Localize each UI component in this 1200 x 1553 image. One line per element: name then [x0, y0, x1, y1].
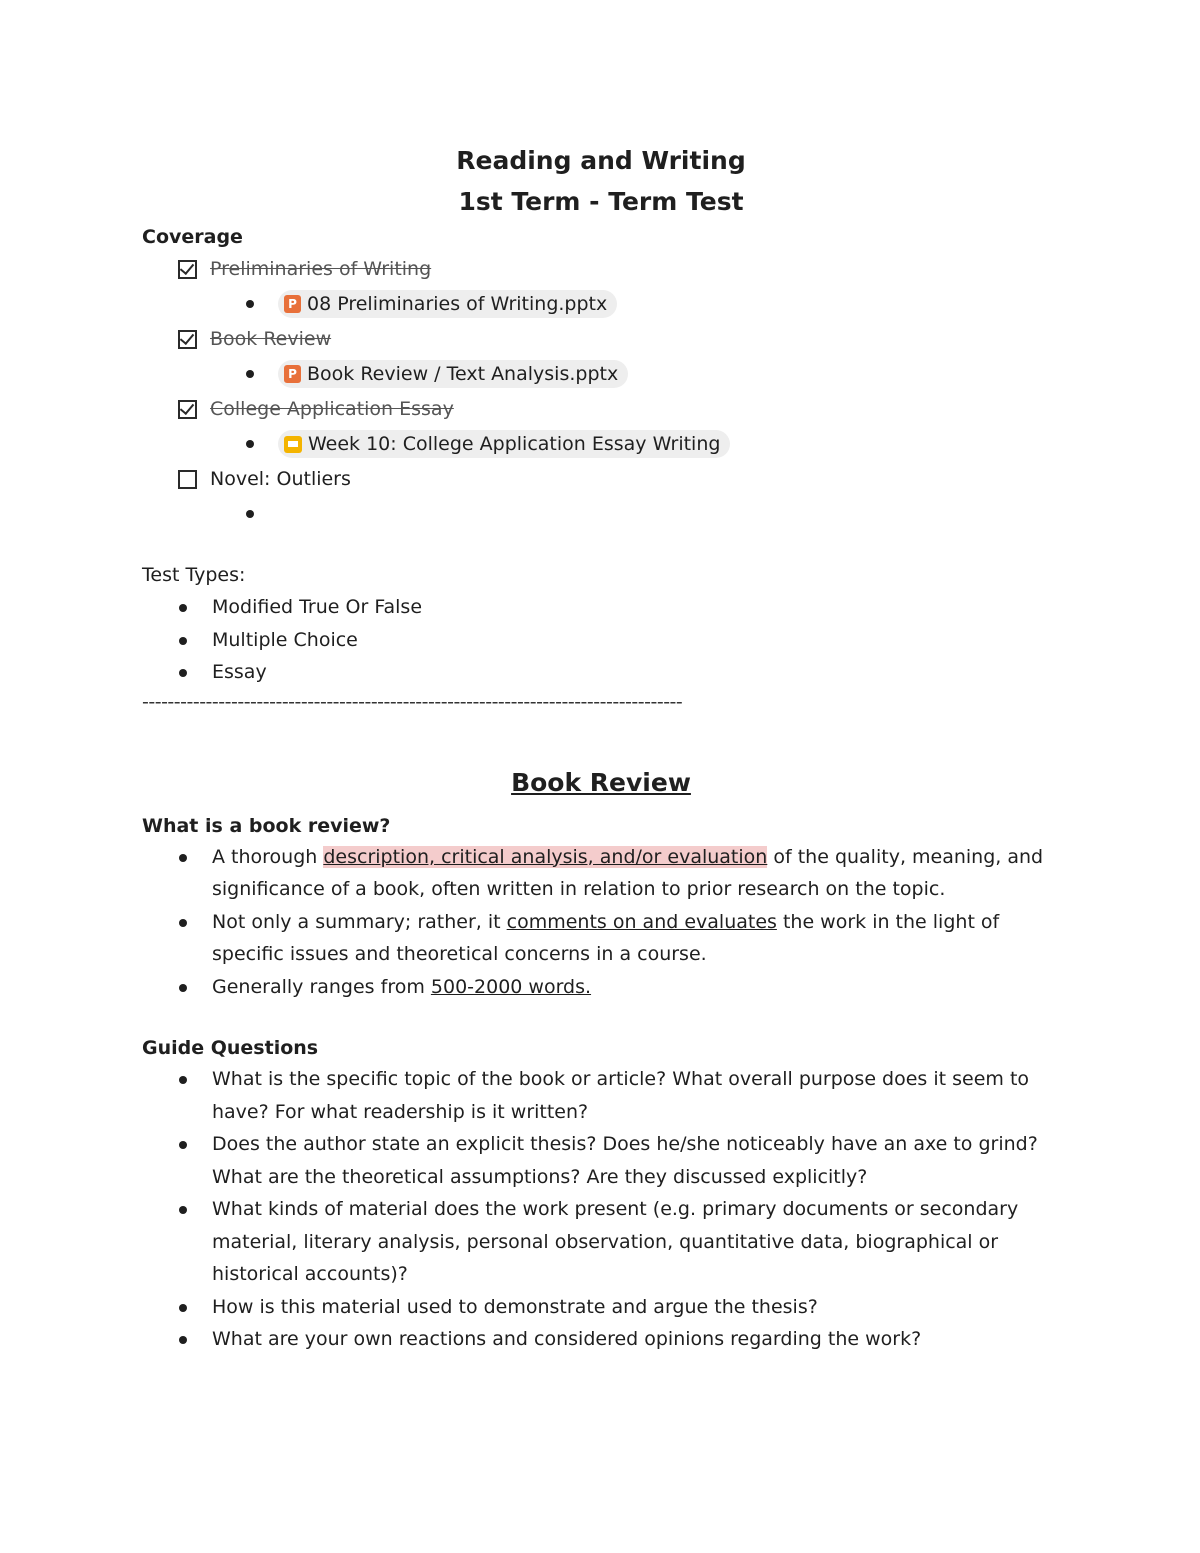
highlighted-text: description, critical analysis, and/or evaluation — [323, 845, 768, 868]
bullet-icon — [179, 604, 187, 612]
file-chip[interactable] — [278, 360, 628, 388]
list-item: How is this material used to demonstrate and argue the thesis? — [142, 1291, 1060, 1324]
checkbox-unchecked-icon[interactable] — [178, 470, 197, 489]
definition-list — [142, 841, 1060, 1004]
coverage-item — [178, 322, 1060, 356]
bullet-icon — [179, 984, 187, 992]
bullet-icon — [179, 637, 187, 645]
bullet-icon — [179, 1141, 187, 1149]
coverage-item-label: Book Review — [210, 328, 332, 350]
list-item: Essay — [142, 656, 1060, 689]
doc-title: Reading and Writing — [456, 146, 746, 175]
guide-questions-list — [142, 1063, 1060, 1356]
list-item: Not only a summary; rather, it comments on and evaluates the work in the light of specific issues and theoretical concerns in a course. — [142, 906, 1060, 971]
file-chip-label: 08 Preliminaries of Writing.pptx — [307, 293, 608, 315]
bullet-icon — [179, 1336, 187, 1344]
bullet-icon — [179, 919, 187, 927]
divider-line: ------------------------------------------------------------------------------------- — [142, 690, 683, 713]
bullet-icon — [179, 1076, 187, 1084]
list-item: What kinds of material does the work present (e.g. primary documents or secondary material, literary analysis, personal observation, quantitative data, biographical or historical accounts)? — [142, 1193, 1060, 1291]
checkbox-checked-icon[interactable] — [178, 400, 197, 419]
doc-subtitle: 1st Term - Term Test — [458, 187, 744, 216]
bullet-icon — [246, 440, 254, 448]
list-item: A thorough description, critical analysis, and/or evaluation of the quality, meaning, and significance of a book, often written in relation to prior research on the topic. — [142, 841, 1060, 906]
coverage-heading: Coverage — [142, 226, 243, 248]
list-item: What are your own reactions and considered opinions regarding the work? — [142, 1323, 1060, 1356]
coverage-item — [178, 252, 1060, 286]
bullet-icon — [179, 1304, 187, 1312]
bullet-icon — [246, 300, 254, 308]
coverage-item-label: Preliminaries of Writing — [210, 258, 432, 280]
checkbox-checked-icon[interactable] — [178, 260, 197, 279]
slides-icon — [284, 436, 302, 453]
powerpoint-icon: P — [284, 295, 301, 313]
coverage-item — [178, 392, 1060, 426]
test-types-heading: Test Types: — [142, 564, 246, 586]
list-item: Modified True Or False — [142, 591, 1060, 624]
coverage-attachment-row — [246, 356, 1060, 392]
bullet-icon — [179, 669, 187, 677]
bullet-icon — [246, 370, 254, 378]
list-item: Does the author state an explicit thesis? Does he/she noticeably have an axe to grind? What are the theoretical assumptions? Are they discussed explicitly? — [142, 1128, 1060, 1193]
bullet-icon — [179, 854, 187, 862]
file-chip-label: Book Review / Text Analysis.pptx — [307, 363, 619, 385]
list-item: What is the specific topic of the book or article? What overall purpose does it seem to have? For what readership is it written? — [142, 1063, 1060, 1128]
underlined-text: comments on and evaluates — [506, 910, 777, 933]
section-title: Book Review — [511, 767, 691, 797]
coverage-attachment-row — [246, 496, 1060, 532]
coverage-attachment-row — [246, 286, 1060, 322]
subsection-heading: Guide Questions — [142, 1037, 319, 1059]
coverage-item-label: College Application Essay — [210, 398, 454, 420]
bullet-icon — [246, 510, 254, 518]
test-types-list — [142, 591, 1060, 689]
file-chip[interactable] — [278, 430, 730, 458]
bullet-icon — [179, 1206, 187, 1214]
coverage-attachment-row — [246, 426, 1060, 462]
coverage-item-label: Novel: Outliers — [210, 468, 351, 490]
coverage-item — [178, 462, 1060, 496]
subsection-heading: What is a book review? — [142, 814, 391, 837]
underlined-text: 500-2000 words. — [430, 975, 592, 998]
list-item: Generally ranges from 500-2000 words. — [142, 971, 1060, 1004]
powerpoint-icon: P — [284, 365, 301, 383]
checkbox-checked-icon[interactable] — [178, 330, 197, 349]
file-chip[interactable] — [278, 290, 617, 318]
list-item: Multiple Choice — [142, 624, 1060, 657]
file-chip-label: Week 10: College Application Essay Writing — [308, 433, 721, 455]
